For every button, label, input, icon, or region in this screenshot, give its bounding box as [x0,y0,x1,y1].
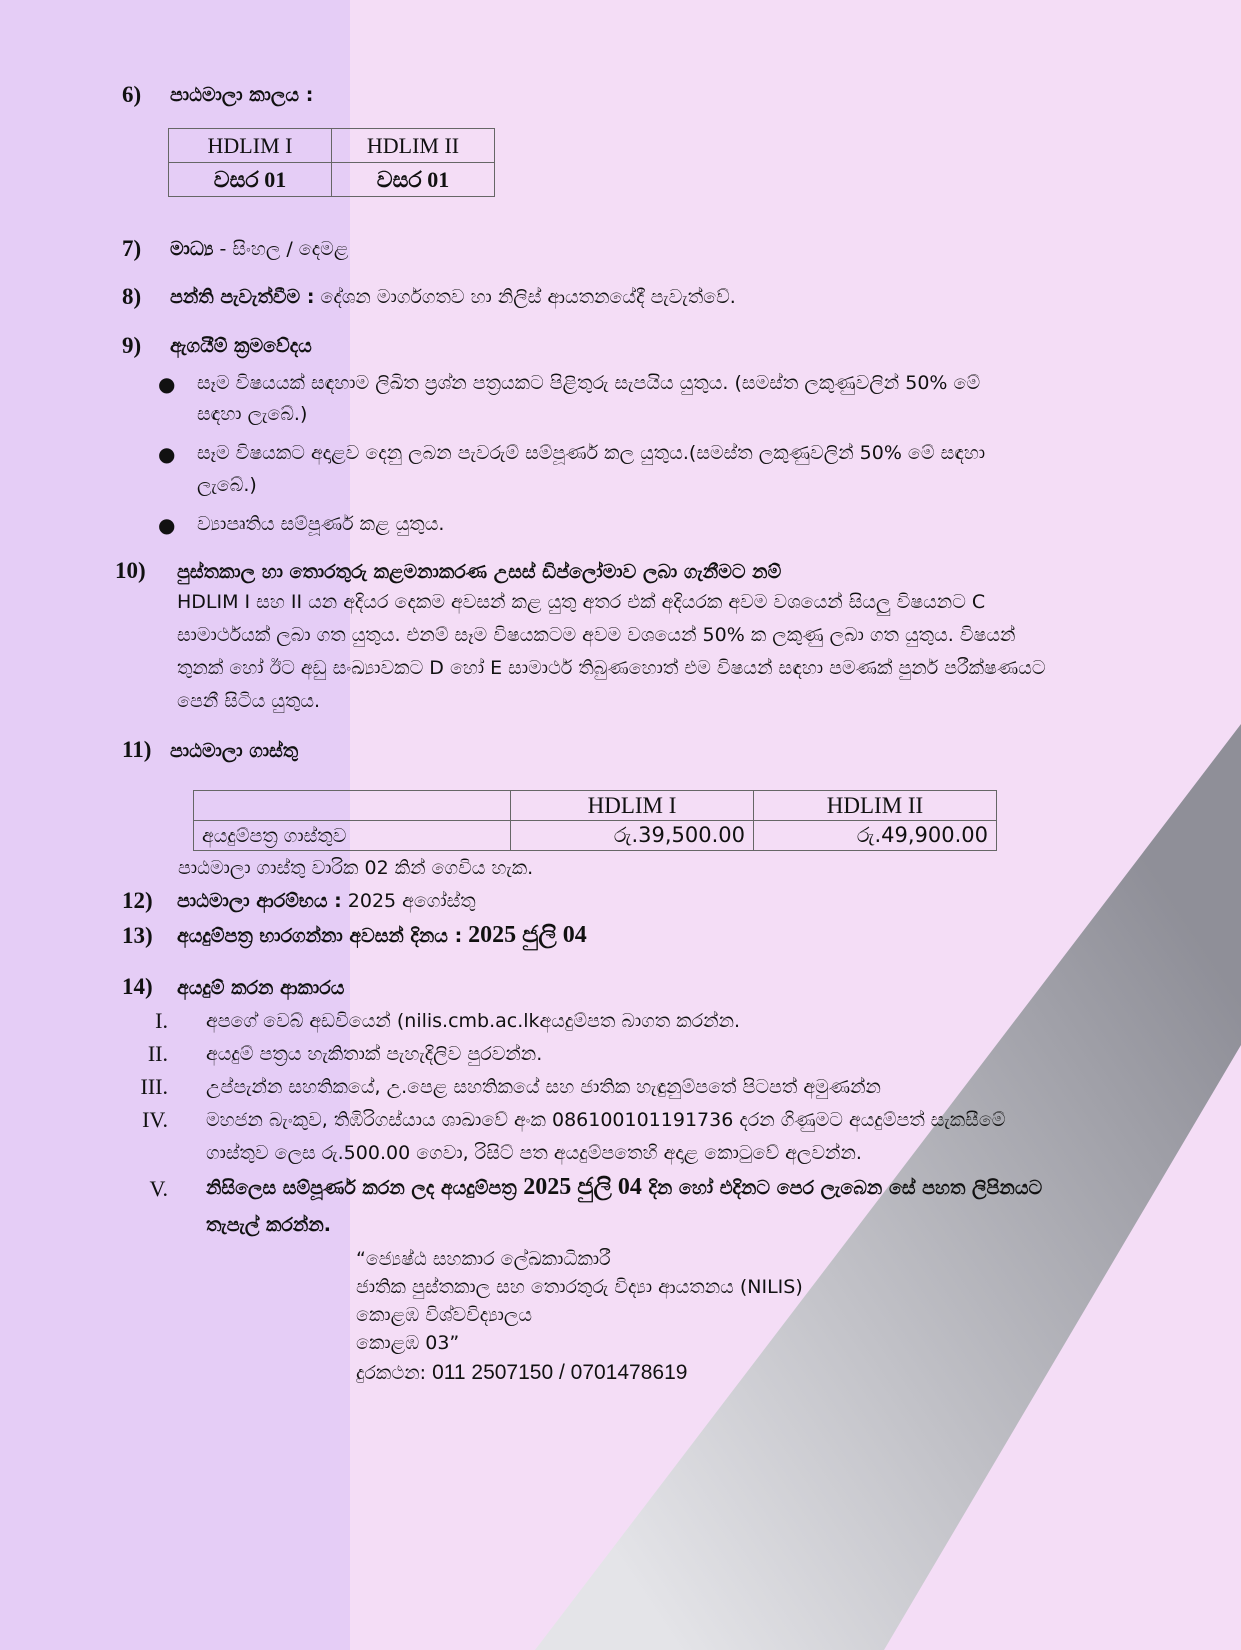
section-14-heading: අයදුම් කරන ආකාරය [177,977,345,999]
address-line-3: කොළඹ විශ්වවිද්‍යාලය [356,1304,533,1326]
section-10-line-1: HDLIM I සහ II යන අදියර දෙකම අවසන් කළ යුතු අතර එක් අදියරක අවම වශයෙන් සියලු විෂයනට C [177,591,986,613]
step-5-text-a: නිසිලෙස සම්පූර්ණ කරන ලද අයදුම්පත්‍ර [206,1177,524,1199]
step-1-numeral: I. [155,1008,168,1033]
section-6-number: 6) [122,82,142,107]
section-11-number: 11) [122,737,152,762]
step-5-text-line2: තැපැල් කරන්න. [206,1214,331,1236]
section-9-number: 9) [122,333,142,358]
step-2-numeral: II. [147,1041,168,1066]
step-4-numeral: IV. [142,1107,168,1132]
fees-row-label: අයදුම්පත්‍ර ගාස්තුව [194,821,511,851]
section-8-number: 8) [122,284,142,309]
section-10-line-2: සාමාර්ථයක් ලබා ගත යුතුය. එනම් සෑම විෂයකටම අවම වශයෙන් 50% ක ලකුණු ලබා ගත යුතුය. විෂයන් [177,624,1016,646]
section-9-heading: ඇගයීම් ක්‍රමවේදය [170,335,312,357]
step-5-text-line1 [206,1174,1042,1201]
section-8-label: පන්ති පැවැත්වීම : [170,286,315,308]
section-10-paragraph [177,586,1187,718]
assessment-bullet-3-line1: ව්‍යාපෘතිය සම්පූර්ණ කළ යුතුය. [197,513,445,535]
section-8-line [170,286,736,308]
phone-numbers: 011 2507150 / 0701478619 [432,1361,688,1384]
duration-header-hdlim2: HDLIM II [332,129,495,163]
step-2-text: අයදුම් පත්‍රය හැකිතාක් පැහැදිලිව පුරවන්න. [206,1043,543,1065]
step-3-text: උප්පැන්න සහතිකයේ, උ.පෙළ සහතිකයේ සහ ජාතික හැඳුනුම්පතේ පිටපත් අමුණන්න [206,1076,881,1098]
section-12-number: 12) [122,888,153,913]
fees-installment-note: පාඨමාලා ගාස්තු වාරික 02 කින් ගෙවිය හැක. [178,857,534,879]
step-5-numeral: V. [149,1176,168,1201]
bullet-dot-icon: ● [158,513,176,537]
section-10-heading: පුස්තකාල හා තොරතුරු කළමනාකරණ උසස් ඩිප්ලෝමාව ලබා ගැනීමට නම් [177,561,782,583]
bullet-dot-icon: ● [158,442,176,466]
section-13-value: 2025 ජුලි 04 [462,922,587,948]
section-6-heading: පාඨමාලා කාලය : [170,84,314,106]
step-5-text-b: දින හෝ එදිනට පෙර ලැබෙන සේ පහත ලිපිනයට [641,1177,1043,1199]
fees-value-hdlim1: රු.39,500.00 [511,821,754,851]
assessment-bullet-1-line1: සෑම විෂයයක් සඳහාම ලිඛිත ප්‍රශ්න පත්‍රයකට පිළිතුරු සැපයිය යුතුය. (සමස්ත ලකුණුවලින් 50% මේ [197,372,981,394]
section-10-number: 10) [115,558,146,583]
address-line-1: “ජ්‍යෙෂ්ඨ සහකාර ලේඛකාධිකාරී [356,1248,611,1270]
duration-table [168,128,495,197]
duration-header-hdlim1: HDLIM I [169,129,332,163]
section-11-heading: පාඨමාලා ගාස්තු [170,740,299,762]
step-5-deadline: 2025 ජුලි 04 [523,1174,642,1200]
address-line-2: ජාතික පුස්තකාල සහ තොරතුරු විද්‍යා ආයතනය (NILIS) [356,1276,803,1298]
section-13-line [177,922,587,949]
section-8-text: දේශන මාර්ගගතව හා නිලිස් ආයතනයේදී පැවැත්වේ. [314,286,736,308]
section-7-number: 7) [122,236,142,261]
phone-label: දුරකථන: [356,1362,433,1384]
section-10-line-4: පෙනී සිටිය යුතුය. [177,690,321,712]
section-7-label: මාධ්‍ය [170,238,214,260]
step-4-text-line1: මහජන බැංකුව, තිඹිරිගස්යාය ශාඛාවේ අංක 086100101191736 දරන ගිණුමට අයදුම්පත් සැකසීමේ [206,1109,1006,1131]
section-14-number: 14) [122,974,153,999]
phone-line [356,1361,687,1385]
address-line-4: කොළඹ 03” [356,1332,460,1354]
assessment-bullet-2-line1: සෑම විෂයකට අදාළව දෙනු ලබන පැවරුම් සම්පූර්ණ කල යුතුය.(සමස්ත ලකුණුවලින් 50% මේ සඳහා [197,442,986,464]
bullet-dot-icon: ● [158,372,176,396]
section-13-number: 13) [122,923,153,948]
section-7-line [170,238,348,260]
section-13-label: අයදුම්පත්‍ර භාරගන්නා අවසන් දිනය : [177,925,463,947]
step-1-text: අපගේ වෙබ් අඩවියෙන් (nilis.cmb.ac.lkඅයදුම්පත බාගත කරන්න. [206,1010,741,1032]
duration-value-hdlim2: වසර 01 [332,163,495,197]
assessment-bullet-2-line2: ලැබේ.) [197,474,257,496]
step-3-numeral: III. [140,1074,168,1099]
fees-header-blank [194,791,511,821]
section-12-line [177,890,476,912]
step-4-text-line2: ගාස්තුව ලෙස රු.500.00 ගෙවා, රිසිට් පත අයදුම්පතෙහි අදාළ කොටුවේ අලවන්න. [206,1142,862,1164]
fees-value-hdlim2: රු.49,900.00 [754,821,997,851]
fees-table [193,790,997,851]
section-10-line-3: තුනක් හෝ ඊට අඩු සංඛ්‍යාවකට D හෝ E සාමාර්ථ තිබුණහොත් එම විෂයන් සඳහා පමණක් පුනර් පරීක්ෂණයට [177,657,1046,679]
duration-value-hdlim1: වසර 01 [169,163,332,197]
assessment-bullet-1-line2: සඳහා ලැබේ.) [197,403,308,425]
section-7-text: - සිංහල / දෙමළ [213,238,349,260]
section-12-value: 2025 අගෝස්තු [341,890,476,912]
section-12-label: පාඨමාලා ආරම්භය : [177,890,342,912]
fees-header-hdlim1: HDLIM I [511,791,754,821]
fees-header-hdlim2: HDLIM II [754,791,997,821]
